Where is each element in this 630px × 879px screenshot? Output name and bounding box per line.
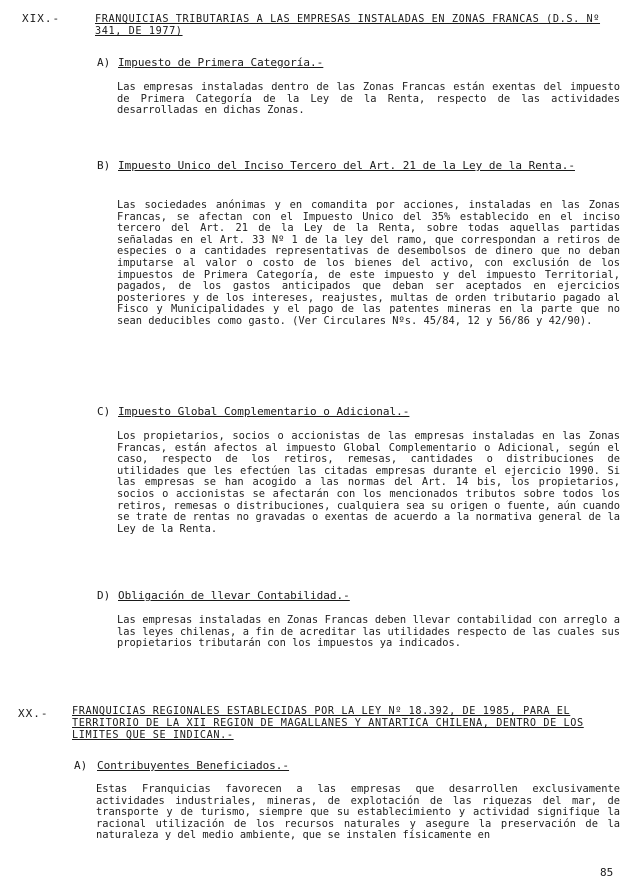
item-a-title: Impuesto de Primera Categoría.- <box>118 56 324 69</box>
item-xx-a-title: Contribuyentes Beneficiados.- <box>97 759 290 772</box>
item-a-body: Las empresas instaladas dentro de las Zonas Francas están exentas del impuesto de Primera Categoría de la Ley de la Renta, respecto de las actividades desarrolladas en dichas Zonas. <box>117 81 620 117</box>
section-xx-title: FRANQUICIAS REGIONALES ESTABLECIDAS POR LA LEY Nº 18.392, DE 1985, PARA EL TERRITORIO DE LA XII REGION DE MAGALLANES Y ANTARTICA CHILENA, DENTRO DE LOS LIMITES QUE SE INDICAN.- <box>72 706 584 741</box>
item-b-body: Las sociedades anónimas y en comandita por acciones, instaladas en las Zonas Francas, se afectan con el Impuesto Unico del 35% establecido en el inciso tercero del Art. 21 de la Ley de la Renta, sobre todas aquellas partidas señaladas en el Art. 33 Nº 1 de la ley del ramo, que correspondan a retiros de especies o a cantidades representativas de desembolsos de dinero que no deban imputarse al valor o costo de los bienes del activo, con exclusión de los impuestos de Primera Categoría, de este impuesto y del impuesto Territorial, pagados, de los gastos anticipados que deban ser aceptados en ejercicios posteriores y de los intereses, reajustes, multas de orden tributario pagado al Fisco y Municipalidades y el pago de las patentes mineras en la parte que no sean deducibles como gasto. (Ver Circulares Nºs. 45/84, 12 y 56/86 y 42/90). <box>117 199 620 327</box>
item-xx-a-body: Estas Franquicias favorecen a las empresas que desarrollen exclusivamente actividades industriales, mineras, de explotación de las riquezas del mar, de transporte y de turismo, siempre que su establecimiento y actividad signifique la racional utilización de los recursos naturales y asegure la preservación de la naturaleza y del medio ambiente, que se instalen físicamente en <box>96 783 620 842</box>
item-c-letter: C) <box>97 405 111 418</box>
item-a-letter: A) <box>97 56 111 69</box>
section-xix-title: FRANQUICIAS TRIBUTARIAS A LAS EMPRESAS INSTALADAS EN ZONAS FRANCAS (D.S. Nº 341, DE 1977) <box>95 14 601 37</box>
item-b-title: Impuesto Unico del Inciso Tercero del Art. 21 de la Ley de la Renta.- <box>118 159 575 172</box>
item-c-body: Los propietarios, socios o accionistas de las empresas instaladas en las Zonas Francas, están afectos al impuesto Global Complementario o Adicional, según el caso, respecto de los retiros, remesas, cantidades o distribuciones de utilidades que les efectúen las citadas empresas durante el ejercicio 1990. Si las empresas se han acogido a las normas del Art. 14 bis, los propietarios, socios o accionistas se afectarán con los mencionados tributos sobre todos los retiros, remesas o distribuciones, cualquiera sea su origen o fuente, aún cuando se trate de rentas no gravadas o exentas de acuerdo a la normativa general de la Ley de la Renta. <box>117 430 620 535</box>
item-xx-a-letter: A) <box>74 759 88 772</box>
section-xx-number: XX.- <box>18 707 49 720</box>
item-d-title: Obligación de llevar Contabilidad.- <box>118 589 350 602</box>
item-d-body: Las empresas instaladas en Zonas Francas deben llevar contabilidad con arreglo a las leyes chilenas, a fin de acreditar las utilidades respecto de las cuales sus propietarios tributarán con los impuestos ya indicados. <box>117 614 620 650</box>
item-b-letter: B) <box>97 159 111 172</box>
section-xix-number: XIX.- <box>22 12 61 25</box>
page-number: 85 <box>600 866 614 879</box>
item-c-title: Impuesto Global Complementario o Adicional.- <box>118 405 410 418</box>
item-d-letter: D) <box>97 589 111 602</box>
